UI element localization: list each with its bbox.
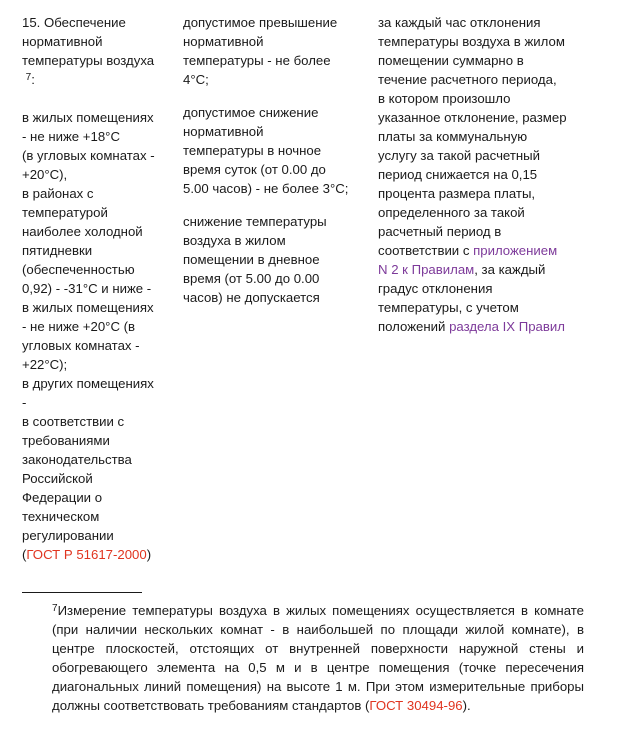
footnote-number: 7 — [52, 603, 58, 614]
appendix-2-link[interactable]: приложением — [473, 243, 558, 258]
payment-adjustment-text: за каждый час отклонения температуры воздуха в жилом помещении суммарно в течение расчетного периода, в котором произошло указанное отклонение, размер платы за коммунальную услугу за такой расчетный период снижается на 0,15 процента размера платы, определенного за такой расчетный период в соответствии с приложением N 2 к Правилам, за каждый градус отклонения температуры, с учетом положений раздела IX Правил — [378, 15, 567, 334]
footnote-separator — [22, 592, 142, 593]
gost-30494-link[interactable]: ГОСТ 30494-96 — [369, 698, 463, 713]
appendix-2-link-cont[interactable]: N 2 к Правилам — [378, 262, 475, 277]
section-ix-link[interactable]: раздела IX Правил — [449, 319, 565, 334]
footnote — [22, 601, 584, 715]
requirement-column — [22, 13, 172, 564]
footnote-text: $^7$Измерение температуры воздуха в жилых помещениях осуществляется в комнате (при наличии нескольких комнат - в наибольшей по площади жилой комнате), в центре плоскостей, отстоящих от внутренней поверхности наружной стены и обогревающего элемента на 0,5 м и в центре помещения (точке пересечения диагональных линий помещения) на высоте 1 м. При этом измерительные приборы должны соответствовать требованиям стандартов (ГОСТ 30494-96). — [52, 603, 584, 713]
gost-r-51617-link[interactable]: ГОСТ Р 51617-2000 — [26, 547, 147, 562]
requirement-body: в жилых помещениях - не ниже +18°С (в угловых комнатах - +20°С), в районах с температурой наиболее холодной пятидневки (обеспеченностью 0,92) - -31°С и ниже - в жилых помещениях - не ниже +20°С (в угловых комнатах - +22°С); в других помещениях - в соответствии с требованиями законодательства Российской Федерации о техническом регулировании (ГОСТ Р 51617-2000) — [22, 110, 155, 562]
quality-deviation-column — [183, 13, 368, 307]
footnote-ref[interactable]: 7 — [25, 72, 32, 83]
deviation-excess: допустимое превышение нормативной температуры - не более 4°С; — [183, 15, 338, 87]
deviation-day: снижение температуры воздуха в жилом помещении в дневное время (от 5.00 до 0.00 часов) не допускается — [183, 214, 327, 305]
deviation-night: допустимое снижение нормативной температуры в ночное время суток (от 0.00 до 5.00 часов) - не более 3°С; — [183, 105, 349, 196]
payment-adjustment-column — [378, 13, 606, 336]
requirement-title: 15. Обеспечение нормативной температуры воздуха $^7$: — [22, 15, 155, 87]
